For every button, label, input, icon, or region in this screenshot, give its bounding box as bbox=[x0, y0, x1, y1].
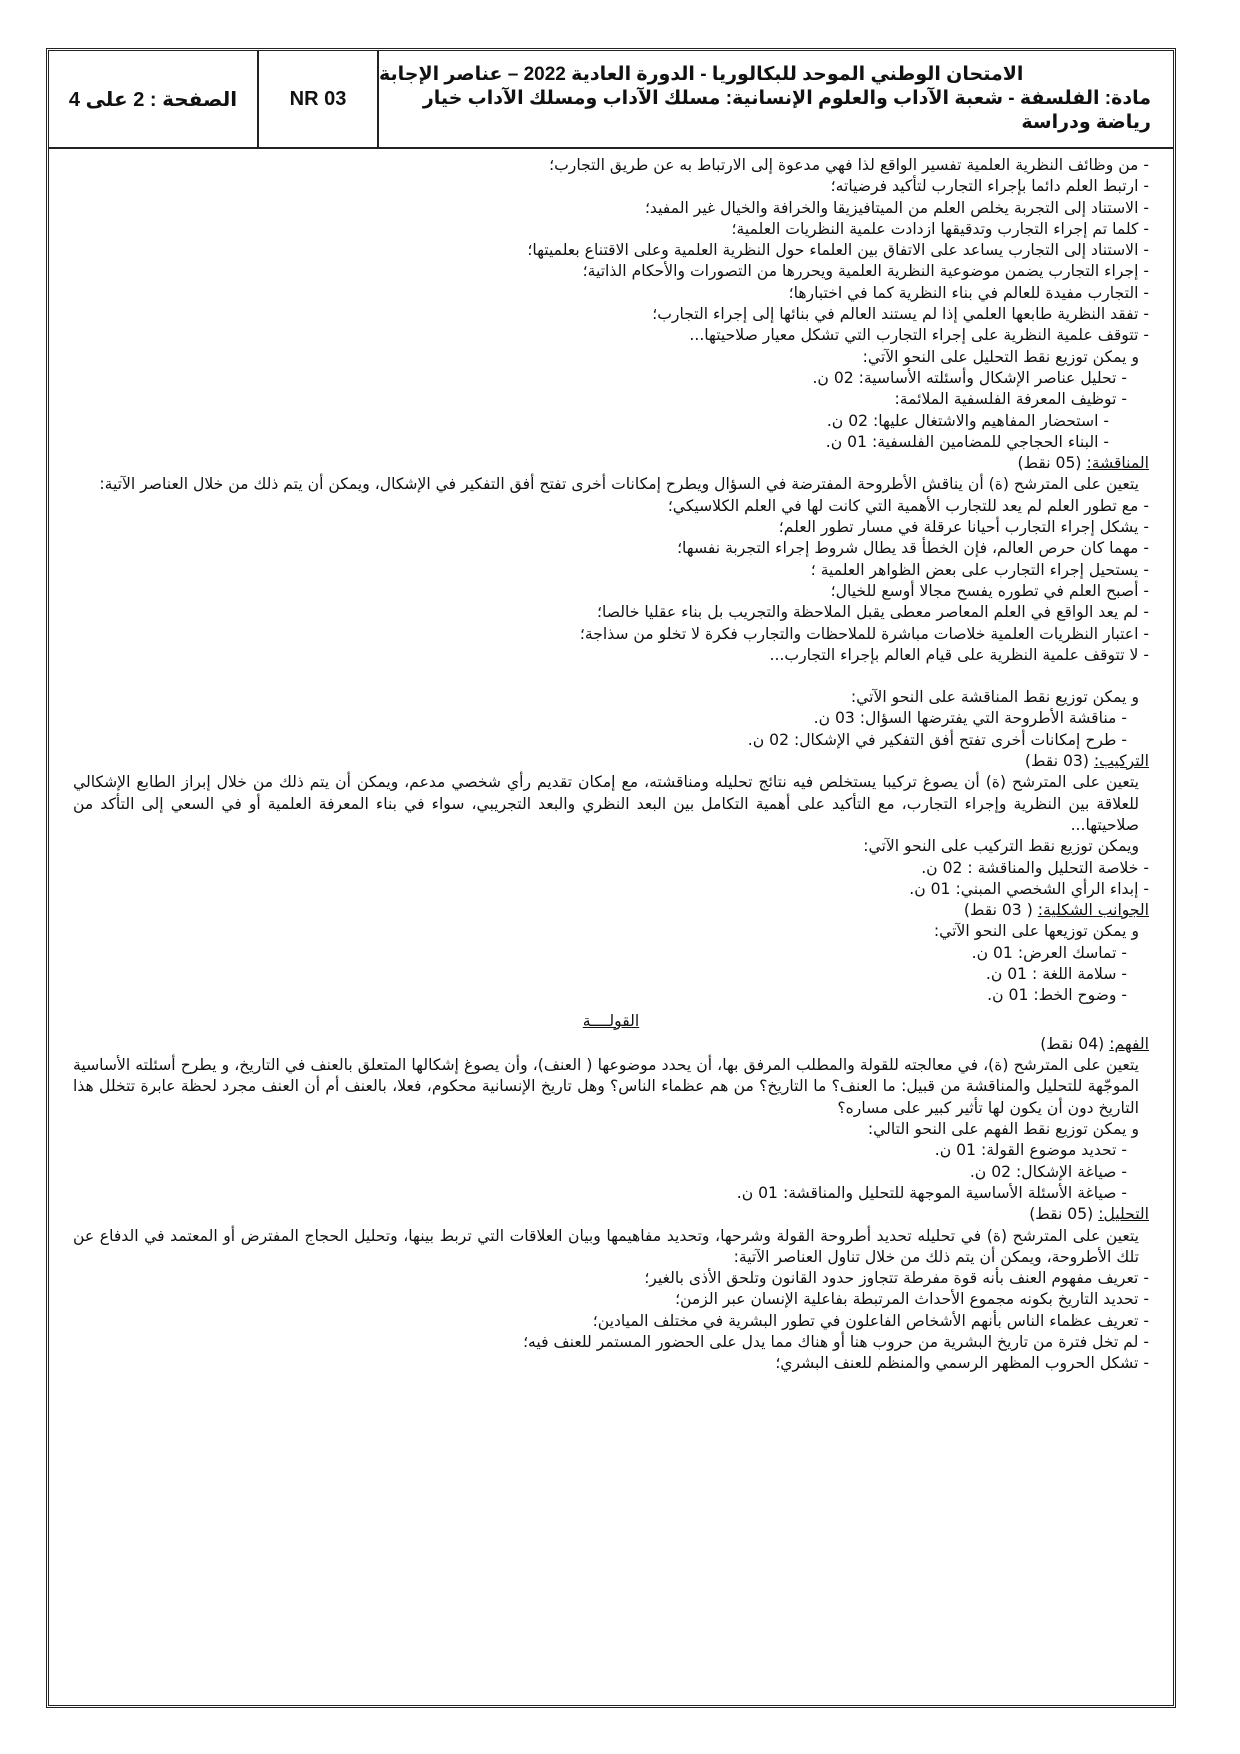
exam-title: الامتحان الوطني الموحد للبكالوريا - الدورة العادية 2022 – عناصر الإجابة bbox=[379, 64, 1024, 85]
exam-subject: مادة: الفلسفة - شعبة الآداب والعلوم الإنسانية: مسلك الآداب ومسلك الآداب خيار رياضة ودراسة bbox=[422, 88, 1151, 133]
list-item: - كلما تم إجراء التجارب وتدقيقها ازدادت علمية النظريات العلمية؛ bbox=[731, 219, 1149, 238]
list-item: - تحديد التاريخ بكونه مجموع الأحداث المرتبطة بفاعلية الإنسان عبر الزمن؛ bbox=[675, 1290, 1149, 1309]
analysis-distribution-item: - تحليل عناصر الإشكال وأسئلته الأساسية: 02 ن. bbox=[812, 368, 1127, 387]
list-item: - تتوقف علمية النظرية على إجراء التجارب التي تشكل معيار صلاحيتها... bbox=[689, 326, 1149, 345]
list-item: - لم يعد الواقع في العلم المعاصر معطى يقبل الملاحظة والتجريب بل بناء عقليا خالصا؛ bbox=[597, 603, 1149, 622]
list-item: - أصبح العلم في تطوره يفسح مجالا أوسع للخيال؛ bbox=[830, 581, 1149, 600]
understanding-heading: الفهم: (04 نقط) bbox=[1040, 1034, 1149, 1053]
page-frame bbox=[46, 48, 1176, 1708]
synthesis-distribution-item: - إبداء الرأي الشخصي المبني: 01 ن. bbox=[909, 879, 1149, 898]
list-item: - لم تخل فترة من تاريخ البشرية من حروب هنا أو هناك مما يدل على الحضور المستمر للعنف فيه؛ bbox=[523, 1333, 1149, 1352]
understanding-distribution-intro: و يمكن توزيع نقط الفهم على النحو التالي: bbox=[867, 1120, 1139, 1139]
analysis-distribution-intro: و يمكن توزيع نقط التحليل على النحو الآتي: bbox=[862, 347, 1139, 366]
analysis-paragraph: يتعين على المترشح (ة) في تحليله تحديد أطروحة القولة وشرحها، وتحديد مفاهيمها وبيان العلاقات التي تربط بينها، وتحليل الحجاج المفترض أو المعتمد في الدفاع عن تلك الأطروحة، ويمكن أن يتم ذلك من خلال تناول العناصر الآتية: bbox=[73, 1226, 1139, 1266]
page-number: الصفحة : 2 على 4 bbox=[49, 51, 259, 147]
understanding-paragraph: يتعين على المترشح (ة)، في معالجته للقولة والمطلب المرفق بها، أن يحدد موضوعها ( العنف)، وأن يصوغ إشكالها المتعلق بالعنف في التاريخ، و يطرح أسئلته الأساسية الموجّهة للتحليل والمناقشة من قبيل: ما العنف؟ ما التاريخ؟ من هم عظماء الناس؟ وهل تاريخ الإنسانية محكوم، فعلا، بالعنف أم أن العنف مجرد لحظة عابرة تتخلل هذا التاريخ دون أن يكون لها تأثير كبير على مساره؟ bbox=[73, 1056, 1139, 1117]
synthesis-paragraph: يتعين على المترشح (ة) أن يصوغ تركيبا يستخلص فيه نتائج تحليله ومناقشته، مع إمكان تقديم رأي شخصي مدعم، ويمكن أن يتم ذلك من خلال إبراز الطابع الإشكالي للعلاقة بين النظرية وإجراء التجارب، مع التأكيد على أهمية التكامل بين البعد النظري والبعد التجريبي، سواء في بناء المعرفة العلمية أو في السعي إلى التأكد من صلاحيتها... bbox=[73, 773, 1139, 834]
list-item: - مهما كان حرص العالم، فإن الخطأ قد يطال شروط إجراء التجربة نفسها؛ bbox=[677, 539, 1149, 558]
list-item: - ارتبط العلم دائما بإجراء التجارب لتأكيد فرضياته؛ bbox=[830, 177, 1149, 196]
list-item: - لا تتوقف علمية النظرية على قيام العالم بإجراء التجارب... bbox=[769, 645, 1149, 664]
list-item: - الاستناد إلى التجربة يخلص العلم من الميتافيزيقا والخرافة والخيال غير المفيد؛ bbox=[644, 198, 1149, 217]
analysis-heading: التحليل: (05 نقط) bbox=[1029, 1205, 1149, 1224]
list-item: - إجراء التجارب يضمن موضوعية النظرية العلمية ويحررها من التصورات والأحكام الذاتية؛ bbox=[582, 262, 1149, 281]
understanding-distribution-item: - تحديد موضوع القولة: 01 ن. bbox=[934, 1141, 1127, 1160]
formal-aspects-heading: الجوانب الشكلية: ( 03 نقط) bbox=[963, 901, 1149, 920]
understanding-distribution-item: - صياغة الأسئلة الأساسية الموجهة للتحليل والمناقشة: 01 ن. bbox=[736, 1183, 1127, 1202]
analysis-distribution-item: - توظيف المعرفة الفلسفية الملائمة: bbox=[894, 390, 1127, 409]
list-item: - يستحيل إجراء التجارب على بعض الظواهر العلمية ؛ bbox=[810, 560, 1149, 579]
discussion-distribution-item: - مناقشة الأطروحة التي يفترضها السؤال: 03 ن. bbox=[813, 709, 1127, 728]
list-item: - من وظائف النظرية العلمية تفسير الواقع لذا فهي مدعوة إلى الارتباط به عن طريق التجارب؛ bbox=[549, 156, 1149, 174]
list-item: - اعتبار النظريات العلمية خلاصات مباشرة للملاحظات والتجارب فكرة لا تخلو من سذاجة؛ bbox=[579, 624, 1149, 643]
discussion-heading: المناقشة: (05 نقط) bbox=[1017, 454, 1149, 473]
spacer bbox=[73, 666, 1149, 687]
synthesis-distribution-item: - خلاصة التحليل والمناقشة : 02 ن. bbox=[921, 858, 1149, 877]
discussion-distribution-intro: و يمكن توزيع نقط المناقشة على النحو الآتي: bbox=[850, 688, 1139, 707]
quote-section-title: القولــــة bbox=[582, 1011, 640, 1030]
list-item: - تشكل الحروب المظهر الرسمي والمنظم للعنف البشري؛ bbox=[775, 1354, 1149, 1373]
list-item: - يشكل إجراء التجارب أحيانا عرقلة في مسار تطور العلم؛ bbox=[778, 518, 1149, 537]
discussion-paragraph: يتعين على المترشح (ة) أن يناقش الأطروحة المفترضة في السؤال ويطرح إمكانات أخرى تفتح أفق التفكير في الإشكال، ويمكن أن يتم ذلك من خلال العناصر الآتية: bbox=[99, 475, 1139, 494]
exam-header bbox=[49, 51, 1173, 149]
answer-key-body bbox=[73, 155, 1149, 1375]
discussion-distribution-item: - طرح إمكانات أخرى تفتح أفق التفكير في الإشكال: 02 ن. bbox=[747, 730, 1127, 749]
analysis-distribution-subitem: - استحضار المفاهيم والاشتغال عليها: 02 ن. bbox=[826, 411, 1109, 430]
analysis-distribution-subitem: - البناء الحجاجي للمضامين الفلسفية: 01 ن. bbox=[825, 432, 1109, 451]
formal-distribution-item: - تماسك العرض: 01 ن. bbox=[971, 943, 1127, 962]
formal-distribution-item: - وضوح الخط: 01 ن. bbox=[987, 986, 1127, 1005]
list-item: - الاستناد إلى التجارب يساعد على الاتفاق بين العلماء حول النظرية العلمية وعلى الاقتناع بعلميتها؛ bbox=[527, 241, 1149, 260]
list-item: - التجارب مفيدة للعالم في بناء النظرية كما في اختبارها؛ bbox=[788, 283, 1149, 302]
synthesis-heading: التركيب: (03 نقط) bbox=[1024, 752, 1149, 771]
list-item: - تعريف مفهوم العنف بأنه قوة مفرطة تتجاوز حدود القانون وتلحق الأذى بالغير؛ bbox=[644, 1269, 1149, 1288]
formal-distribution-intro: و يمكن توزيعها على النحو الآتي: bbox=[933, 922, 1139, 941]
exam-code: NR 03 bbox=[259, 51, 379, 147]
header-title-block bbox=[379, 51, 1173, 147]
formal-distribution-item: - سلامة اللغة : 01 ن. bbox=[985, 964, 1127, 983]
synthesis-distribution-intro: ويمكن توزيع نقط التركيب على النحو الآتي: bbox=[863, 837, 1139, 856]
understanding-distribution-item: - صياغة الإشكال: 02 ن. bbox=[969, 1162, 1127, 1181]
list-item: - تفقد النظرية طابعها العلمي إذا لم يستند العالم في بنائها إلى إجراء التجارب؛ bbox=[652, 305, 1149, 324]
list-item: - تعريف عظماء الناس بأنهم الأشخاص الفاعلون في تطور البشرية في مختلف الميادين؛ bbox=[592, 1311, 1149, 1330]
list-item: - مع تطور العلم لم يعد للتجارب الأهمية التي كانت لها في العلم الكلاسيكي؛ bbox=[667, 496, 1149, 515]
